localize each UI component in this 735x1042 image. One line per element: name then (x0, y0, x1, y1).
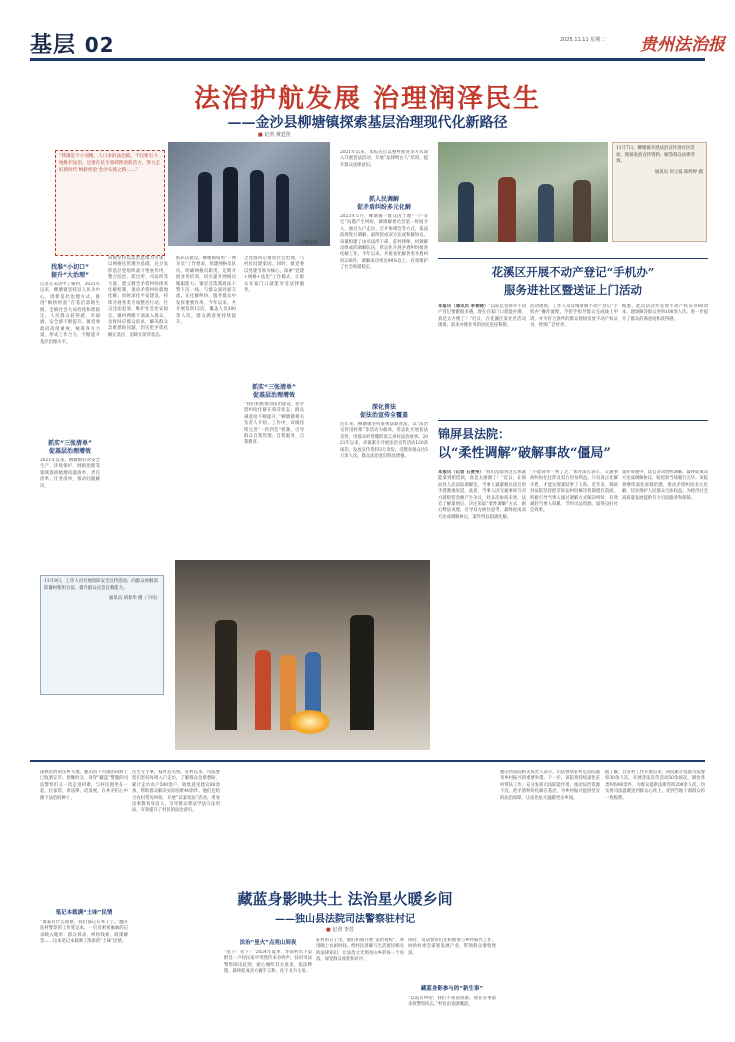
bottom-rule (30, 760, 705, 762)
bottom-article-column: 同时，司法警察们还积极参与乡村振兴工作，协助村委会谋划发展产业，带领群众增收致富。 (408, 938, 496, 956)
publicity-photo (438, 142, 608, 242)
bottom-article-column: 驻村的日子里，他们积极开展“法治夜校”，利用晚上农闲时间，给村民讲解与生活密切相关的法律知识，让法治之光照亮山乡的每一个角落，深受群众欢迎和好评。 (316, 938, 404, 963)
side-story-rule (438, 420, 708, 421)
side-story-text: “不能简单一判了之，”承办法官表示，交通事故纠纷往往涉及双方切身利益，只有真正化解矛盾，才能实现案结事了人和。近年来，锦屏县法院坚持把非诉讼纠纷解决机制挺在前面，积极引导当事人通过调解方式解决纠纷，有效减轻当事人诉累，节约司法资源，取得良好社会效果。 (530, 470, 618, 514)
side-story-text: 据悉，此次活动共发放不动产权证书60余本，现场解答群众咨询100余人次，进一步提升了群众的满意度和获得感。 (622, 304, 708, 322)
bottom-article-column: 据了解，自驻村工作开展以来，该院累计选派司法警察30余人次，开展普法宣传活动50余场次，调处各类纠纷60余件，为群众提供法律咨询200余人次，切实将司法温暖送到群众心坎上，受到当地干部群众的一致称赞。 (605, 770, 705, 801)
section-heading: 笔记本载满“土味”民情 (55, 910, 113, 916)
lead-quote: “我镇是个小而精、人口多的法治镇，不仅要有力地维护法治，还要在民生领域释放新活力，努力走好新时代‘枫桥经验’金沙实践之路……” (55, 150, 165, 256)
bottom-article-column: “笔下！笔下！”2024年夏季，华南村水干渠附近一户村民家中突然传来争吵声。驻村司法警察闻讯赶到，耐心倾听双方诉求，依法释理，最终促成双方握手言和，化干戈为玉帛。 (224, 950, 312, 975)
article-column: 2021年以来，柳塘镇针对安全生产、环境保护、网格治理等领域逐项梳理问题清单、责任清单、任务清单，推动问题解决。 (40, 458, 100, 489)
bottom-title: 藏蓝身影映共土 法治星火暖乡间 (237, 890, 453, 908)
bottom-article-column: “以前有纠纷，我们不知道找谁，现在有事都来找警察同志。”村民由衷感慨道。 (408, 996, 496, 1008)
article-column: 近年来，柳塘镇坚持谁执法谁普法，以“法治宣传进村寨”等活动为载体，常态化开展普法宣传，用群众听得懂的语言讲好法治故事。2021年以来，该镇累计开展法治宣传活动120余场次，发放宣传资料3万余份，受教育群众达5万余人次，群众法治意识明显增强。 (340, 422, 428, 460)
section-heading: 抓实“三张清单” 促基层治理增效 (48, 440, 92, 455)
patrol-photo (168, 142, 330, 246)
article-column: 抓队伍建设。柳塘镇按照“一网多员”工作要求，组建网格员队伍，明确网格员职责，定期开展业务培训，切实提升网格员履职能力。镇里还选派政法干警下沉一线，与群众面对面交流，在化解纠纷、服务群众中发挥重要作用。今年以来，共开展培训12次，覆盖人员300余人次，群众满意度持续提升。 (176, 256, 236, 326)
photo-caption: 11月7日，柳塘镇开展法治宣传进社区活动，现场发放宣传资料，解答群众法律咨询。 通讯员 何立波 陈婷婷 摄 (612, 142, 707, 242)
side-story-text: 案件审理中，法官多次组织调解，最终促成双方达成调解协议，赔偿款当场履行完毕。该院将继续深化诉源治理，推动矛盾纠纷多元化解，切实维护人民群众合法权益，为经济社会高质量发展提供有力司法服务和保障。 (622, 470, 708, 501)
side-story-kicker: 锦屏县法院： (438, 427, 511, 441)
bottom-article-column: 独山县法院相关负责人表示，司法警察驻村是法院服务乡村振兴的重要举措。下一步，该院将持续深化驻村帮扶工作，充分发挥司法职能作用，推动法治资源下沉，把矛盾纠纷化解在基层，为乡村振兴提供坚实的法治保障，让法治星火温暖更多乡间。 (500, 770, 600, 801)
article-column: 该镇坚持以法治思维为引领，以网格化管理为基础，充分发挥基层党组织战斗堡垒作用，整合综治、派出所、司法所等力量，建立健全矛盾纠纷排查化解机制，推动矛盾纠纷就地化解。同时深化平安建设，持续开展各类专项整治行动，打击违法犯罪，维护社会治安稳定。镇村两级干部深入群众，及时回应群众诉求，解决群众急难愁盼问题，切实把矛盾化解在基层、消除在萌芽状态。 (108, 256, 168, 338)
article-column: 记者在采访中了解到，2021年以来，柳塘镇坚持以人民为中心，创新基层治理方式，推进“枫桥经验”在基层落地生根，全镇社会大局持续和谐稳定，人民群众获得感、幸福感、安全感不断提升。镇党委政府高度重视，统筹各方力量，形成工作合力，不断提升基层治理水平。 (40, 282, 100, 345)
section-heading: 抓人民调解 促矛盾纠纷多元化解 (356, 196, 411, 211)
fire-drill-photo (175, 560, 430, 750)
section-heading: 找准“小切口” 提升“大治理” (51, 264, 89, 279)
section-title: 基层 02 (30, 33, 115, 58)
reporter-icon: ■ (258, 132, 263, 138)
section-heading: 抓实“三张清单” 促基层治理增效 (252, 384, 296, 399)
side-story-title: 以“柔性调解”破解事故“僵局” (438, 446, 611, 461)
side-story-subtitle: 服务进社区暨送证上门活动 (504, 283, 642, 297)
photo-caption: 11月9日，工作人员开展消防安全宣传活动，向群众讲解消防器材使用方法，提升群众应急自救能力。 通讯员 胡春华 摄（下同） (40, 575, 164, 695)
reporter-icon: ■ (326, 927, 331, 933)
bottom-article-column: “谁家有什么困难，我们都记在本子上。”翻开驻村警察的工作笔记本，一页页密密麻麻的记录映入眼帘：群众诉求、纠纷线索、政策解答……这本笔记本载满了浓浓的“土味”民情。 (40, 920, 128, 945)
article-column: 2021年以来，本报先后以整村推进等方式深入开展普法活动，开展“法律明白人”培训，提升群众法律意识。 (340, 150, 428, 168)
date-line: 2025.11.11 星期二 (560, 37, 606, 43)
photo-credit: 民警巡逻。 (300, 241, 322, 246)
side-story-title: 花溪区开展不动产登记“手机办” (491, 265, 655, 279)
page-subheadline: ——金沙县柳塘镇探索基层治理现代化新路径 (227, 115, 508, 131)
section-heading: 藏蓝身影参与的“新生事” (420, 986, 484, 992)
article-column: 之党群同心推进社会治理，与村民同建家园。同时，镇党委以党建引领为核心，探索“党建+网格+法治”工作模式，让群众在家门口就能享受法律服务。 (244, 256, 304, 294)
byline: ■ 记者 黄廷佳 (258, 132, 291, 138)
bottom-article-column: 民生无小事，枝叶总关情。驻村以来，司法警察们坚持每周入户走访，了解群众急难愁盼，累计走访农户500余户，收集意见建议80余条，帮助群众解决实际困难40余件。他们还结合农村常见纠纷，开展“以案说法”活动，用身边事教育身边人，引导群众尊法学法守法用法，有效提升了村民的法治意识。 (132, 770, 220, 814)
side-story-rule (438, 258, 708, 259)
article-column: 2023年5月，柳塘镇一群众因土地“一户多宅”问题产生纠纷，镇调解委员会第一时间介入，通过入户走访、召开协调会等方式，依法依规进行调解，最终促成双方达成和解协议。该镇组建了由司法所干部、驻村律师、村调解员组成的调解队伍，常态化开展矛盾纠纷排查化解工作。今年以来，共排查化解各类矛盾纠纷236件，调解成功率达98%以上，有效维护了社会和谐稳定。 (340, 214, 428, 271)
side-story-text: 本报讯（记者 石贵州）“我们没想到这么快就能拿到赔偿款，真是太感谢了！”近日，在锦屏县人民法院调解室，当事人紧紧握住法官的手感激地说道。此前，当事人因交通事故与对方就赔偿金额产生争议，经多次协商未果。法官了解案情后，决定采取“柔性调解”方式，耐心释法说理，引导双方换位思考，最终促成双方达成调解协议，案件得以圆满化解。 (438, 470, 526, 520)
page-headline: 法治护航发展 治理润泽民生 (193, 84, 542, 114)
section-heading: 法治“星火”点亮山间夜 (239, 940, 297, 946)
side-story-text: 活动现场，工作人员详细讲解不动产登记“手机办”操作流程，手把手指导群众完成线上申请，并为符合条件的群众现场发放不动产权证书，得到广泛好评。 (530, 304, 618, 329)
section-heading: 深化普法 促法治宣传全覆盖 (359, 404, 408, 419)
bottom-subtitle: ——独山县法院司法警察驻村记 (275, 914, 415, 925)
side-story-text: 本报讯（通讯员 李春晓）“以前总觉得办不动产登记要跑很多趟，现在在家门口就能办理，真是太方便了！”近日，在花溪区某社区活动现场，前来办理业务的居民连连称赞。 (438, 304, 526, 329)
article-column: “我们积极推动法治建设，把矛盾纠纷化解在萌芽状态，群众满意度不断提升。”柳塘镇相关负责人介绍。工作中，该镇持续完善“一约四会”机制，引导群众自我管理、自我服务、自我教育。 (244, 402, 304, 446)
header-rule (30, 58, 705, 61)
bottom-byline: ■ 记者 李芳 (326, 927, 354, 933)
newspaper-logo: 贵州法治报 (640, 35, 725, 55)
bottom-article-column: 深秋的黔南苗乡大地，独山县下司镇的田野上已收割完毕。傍晚时分，身穿“藏蓝”警服的司法警察们又一次走进村寨，与村民围坐在一起，拉家常、讲法律、话发展，在乡亲们心中播下法治的种子。 (40, 770, 128, 801)
